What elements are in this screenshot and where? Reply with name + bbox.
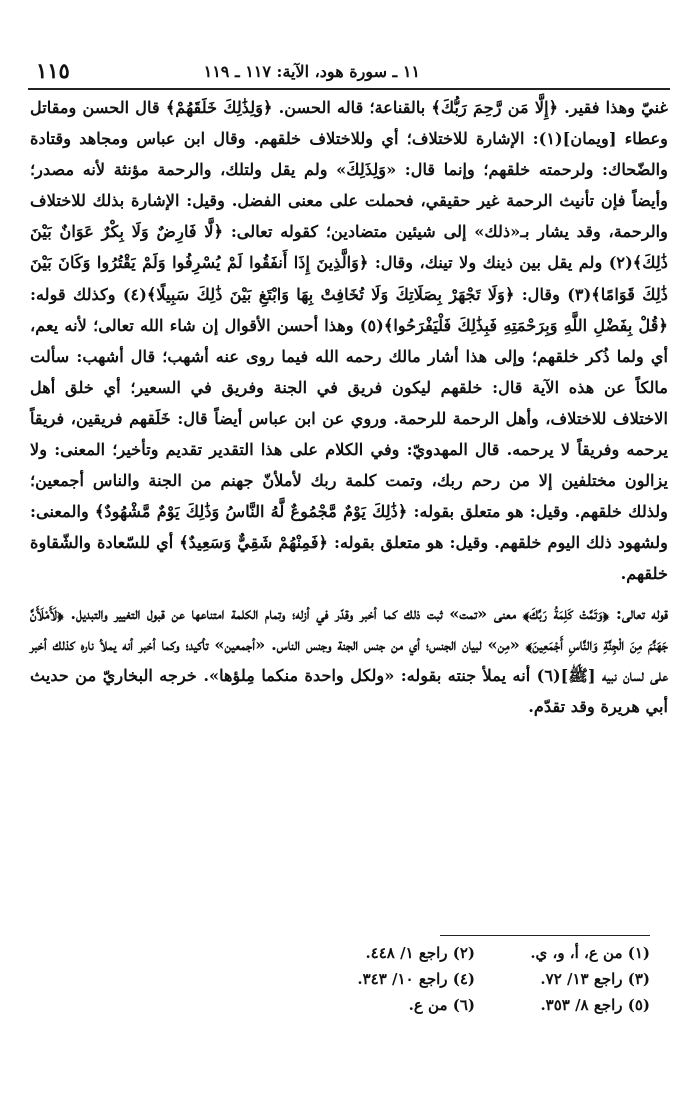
footnote-row	[300, 992, 650, 1018]
paragraph: قوله تعالى: ﴿وَتَمَّتْ كَلِمَةُ رَبِّكَ﴾ معنى «تمت» ثبت ذلك كما أخبر وقدّر في أزله؛ وتمام الكلمة امتناعها عن قبول التغيير والتبديل. ﴿لَأَمْلَأَنَّ جَهَنَّمَ مِنَ الْجِنَّةِ وَالنَّاسِ أَجْمَعِينَ﴾ «مِن» لبيان الجنس؛ أي من جنس الجنة وجنس الناس. «أجمعين» تأكيد؛ وكما أخبر أنه يملأ ناره كذلك أخبر على لسان نبيه [ﷺ](٦) أنه يملأ جنته بقوله: «ولكل واحدة منكما مِلؤها». خرجه البخاريّ من حديث أبي هريرة وقد تقدّم.	[30, 603, 668, 716]
footnote: (١) من ع، أ، و، ي.	[530, 944, 650, 962]
footnotes	[300, 940, 650, 1018]
footnote: (٥) راجع ٨/ ٣٥٣.	[540, 996, 650, 1014]
running-title: ١١ ـ سورة هود، الآية: ١١٧ ـ ١١٩	[203, 62, 420, 81]
main-text	[30, 92, 668, 722]
footnote: (٦) من ع.	[408, 996, 475, 1014]
footnote: (٤) راجع ١٠/ ٣٤٣.	[357, 970, 475, 988]
paragraph: غنيّ وهذا فقير. ﴿إِلَّا مَن رَّحِمَ رَبُّكَ﴾ بالقناعة؛ قاله الحسن. ﴿وَلِذَٰلِكَ خَلَقَهُمْ﴾ قال الحسن ومقاتل وعطاء [ويمان](١): الإشارة للاختلاف؛ أي وللاختلاف خلقهم. وقال ابن عباس ومجاهد وقتادة والضّحاك: ولرحمته خلقهم؛ وإنما قال: «وَلِذَلِكَ» ولم يقل ولتلك، والرحمة مؤنثة لأنه مصدر؛ وأيضاً فإن تأنيث الرحمة غير حقيقي، فحملت على معنى الفضل. وقيل: الإشارة بذلك للاختلاف والرحمة، وقد يشار بـ«ذلك» إلى شيئين متضادين؛ كقوله تعالى: ﴿لَّا فَارِضٌ وَلَا بِكْرٌ عَوَانٌ بَيْنَ ذَٰلِكَ﴾(٢) ولم يقل بين ذينك ولا تينك، وقال: ﴿وَالَّذِينَ إِذَا أَنفَقُوا لَمْ يُسْرِفُوا وَلَمْ يَقْتُرُوا وَكَانَ بَيْنَ ذَٰلِكَ قَوَامًا﴾(٣) وقال: ﴿وَلَا تَجْهَرْ بِصَلَاتِكَ وَلَا تُخَافِتْ بِهَا وَابْتَغِ بَيْنَ ذَٰلِكَ سَبِيلًا﴾(٤) وكذلك قوله: ﴿قُلْ بِفَضْلِ اللَّهِ وَبِرَحْمَتِهِ فَبِذَٰلِكَ فَلْيَفْرَحُوا﴾(٥) وهذا أحسن الأقوال إن شاء الله تعالى؛ لأنه يعم، أي ولما ذُكر خلقهم؛ وإلى هذا أشار مالك رحمه الله فيما روى عنه أشهب؛ قال أشهب: سألت مالكاً عن هذه الآية قال: خلقهم ليكون فريق في الجنة وفريق في السعير؛ أي خلق أهل الاختلاف للاختلاف، وأهل الرحمة للرحمة. وروي عن ابن عباس أيضاً قال: خَلَقهم فريقين، فريقاً يرحمه وفريقاً لا يرحمه. قال المهدويّ: وفي الكلام على هذا التقدير تقديم وتأخير؛ المعنى: ولا يزالون مختلفين إلا من رحم ربك، وتمت كلمة ربك لأملأنّ جهنم من الجنة والناس أجمعين؛ ولذلك خلقهم. وقيل: هو متعلق بقوله: ﴿ذَٰلِكَ يَوْمٌ مَّجْمُوعٌ لَّهُ النَّاسُ وَذَٰلِكَ يَوْمٌ مَّشْهُودٌ﴾ والمعنى: ولشهود ذلك اليوم خلقهم. وقيل: هو متعلق بقوله: ﴿فَمِنْهُمْ شَقِيٌّ وَسَعِيدٌ﴾ أي للسّعادة والشّقاوة خلقهم.	[30, 98, 669, 584]
footnote-rule	[440, 935, 650, 936]
header-rule	[28, 88, 670, 90]
footnote: (٢) راجع ١/ ٤٤٨.	[365, 944, 475, 962]
page-header	[28, 58, 670, 88]
footnote-row	[300, 940, 650, 966]
footnote: (٣) راجع ١٣/ ٧٢.	[540, 970, 650, 988]
page-number: ١١٥	[36, 58, 70, 83]
footnote-row	[300, 966, 650, 992]
